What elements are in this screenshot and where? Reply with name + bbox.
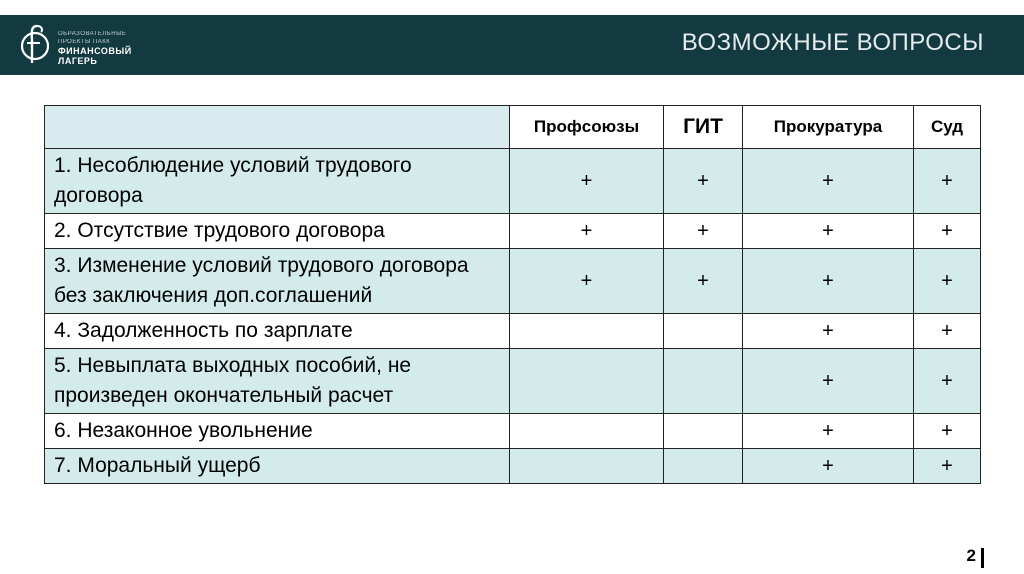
table-row	[45, 314, 981, 349]
column-header-git: ГИТ	[664, 106, 743, 149]
mark-cell: +	[914, 414, 981, 449]
row-label: 1. Несоблюдение условий трудового договора	[45, 149, 510, 214]
mark-cell: +	[743, 414, 914, 449]
mark-cell	[664, 414, 743, 449]
logo-name-2: ЛАГЕРЬ	[58, 56, 98, 66]
page-number-divider	[981, 548, 984, 568]
logo-name-1: ФИНАНСОВЫЙ	[58, 46, 132, 56]
mark-cell	[664, 349, 743, 414]
mark-cell	[664, 314, 743, 349]
mark-cell	[510, 414, 664, 449]
row-label: 7. Моральный ущерб	[45, 449, 510, 484]
mark-cell: +	[914, 249, 981, 314]
questions-table	[44, 105, 981, 484]
mark-cell: +	[664, 249, 743, 314]
row-label: 4. Задолженность по зарплате	[45, 314, 510, 349]
column-header-prokuratura: Прокуратура	[743, 106, 914, 149]
table-row	[45, 214, 981, 249]
mark-cell	[664, 449, 743, 484]
table-row	[45, 249, 981, 314]
mark-cell: +	[914, 449, 981, 484]
mark-cell: +	[743, 449, 914, 484]
table-row	[45, 449, 981, 484]
mark-cell	[510, 314, 664, 349]
mark-cell: +	[664, 149, 743, 214]
mark-cell: +	[664, 214, 743, 249]
header-blank-cell	[45, 106, 510, 149]
row-label: 6. Незаконное увольнение	[45, 414, 510, 449]
mark-cell	[510, 449, 664, 484]
mark-cell: +	[510, 249, 664, 314]
mark-cell: +	[743, 249, 914, 314]
slide-header	[0, 15, 1024, 75]
page-number: 2	[966, 546, 976, 565]
row-label: 3. Изменение условий трудового договора без заключения доп.соглашений	[45, 249, 510, 314]
table-row	[45, 414, 981, 449]
financial-camp-f-icon	[20, 23, 54, 67]
row-label: 5. Невыплата выходных пособий, не произведен окончательный расчет	[45, 349, 510, 414]
mark-cell: +	[914, 314, 981, 349]
mark-cell: +	[510, 214, 664, 249]
table-header-row	[45, 106, 981, 149]
slide-title: ВОЗМОЖНЫЕ ВОПРОСЫ	[681, 29, 984, 56]
logo-subtitle-1: ОБРАЗОВАТЕЛЬНЫЕ	[58, 31, 127, 37]
mark-cell: +	[914, 149, 981, 214]
row-label: 2. Отсутствие трудового договора	[45, 214, 510, 249]
table-row	[45, 149, 981, 214]
mark-cell: +	[743, 149, 914, 214]
mark-cell	[510, 349, 664, 414]
mark-cell: +	[914, 349, 981, 414]
mark-cell: +	[914, 214, 981, 249]
mark-cell: +	[743, 349, 914, 414]
mark-cell: +	[743, 214, 914, 249]
column-header-sud: Суд	[914, 106, 981, 149]
mark-cell: +	[743, 314, 914, 349]
mark-cell: +	[510, 149, 664, 214]
table-row	[45, 349, 981, 414]
column-header-profsoyuzy: Профсоюзы	[510, 106, 664, 149]
logo	[20, 23, 140, 67]
logo-subtitle-2: ПРОЕКТЫ ПАКК	[58, 39, 111, 45]
